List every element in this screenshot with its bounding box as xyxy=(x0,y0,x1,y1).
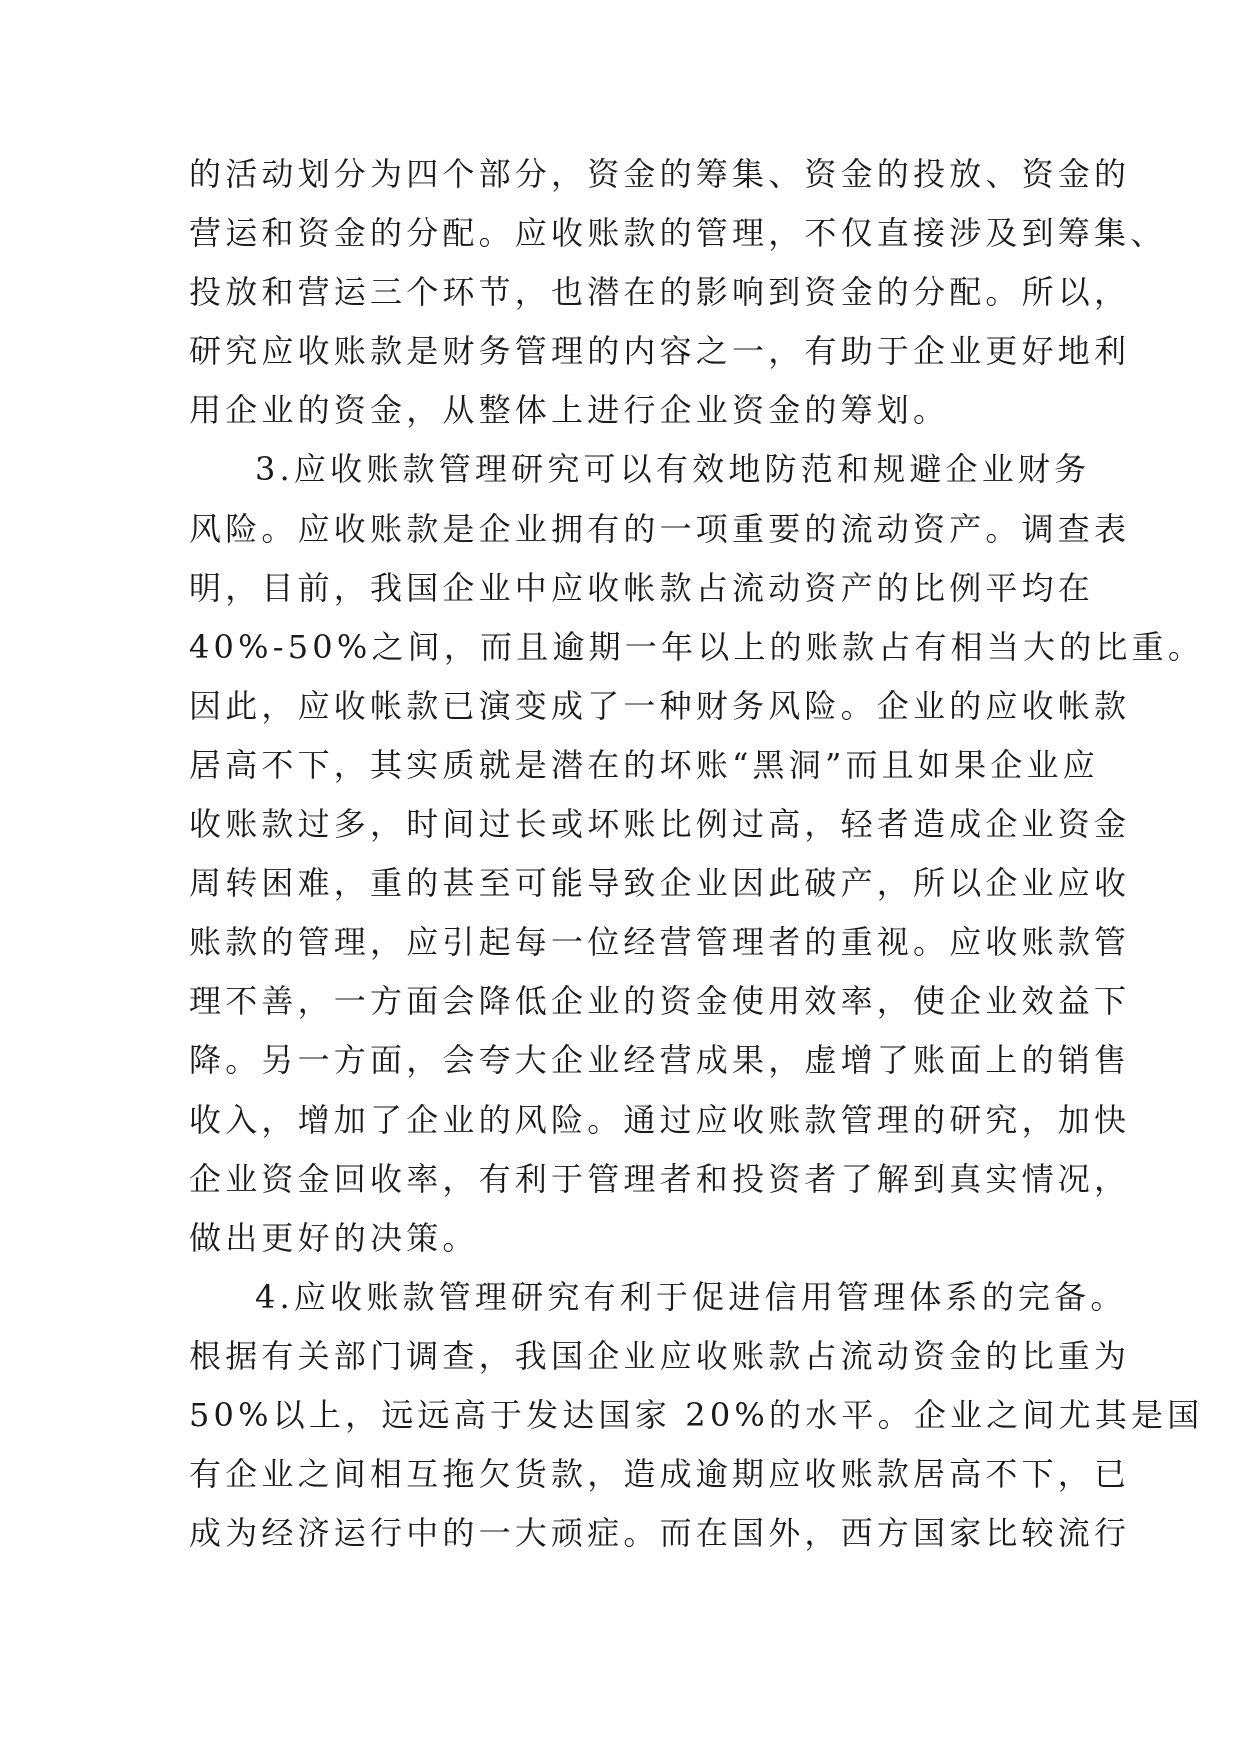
text-line: 收账款过多，时间过长或坏账比例过高，轻者造成企业资金 xyxy=(189,805,1131,844)
body-text xyxy=(189,154,1205,1572)
text-line: 根据有关部门调查，我国企业应收账款占流动资金的比重为 xyxy=(189,1336,1131,1375)
text-line: 降。另一方面，会夸大企业经营成果，虚增了账面上的销售 xyxy=(189,1041,1131,1080)
paragraph-start-line: 3.应收账款管理研究可以有效地防范和规避企业财务 xyxy=(255,450,1091,489)
text-line: 居高不下，其实质就是潜在的坏账“黑洞”而且如果企业应 xyxy=(189,745,1099,784)
text-line: 理不善，一方面会降低企业的资金使用效率，使企业效益下 xyxy=(189,982,1131,1021)
text-line: 企业资金回收率，有利于管理者和投资者了解到真实情况， xyxy=(189,1159,1131,1198)
text-line: 账款的管理，应引起每一位经营管理者的重视。应收账款管 xyxy=(189,923,1131,962)
text-line: 投放和营运三个环节，也潜在的影响到资金的分配。所以， xyxy=(189,273,1131,312)
text-line: 的活动划分为四个部分，资金的筹集、资金的投放、资金的 xyxy=(189,155,1131,193)
text-line: 明，目前，我国企业中应收帐款占流动资产的比例平均在 xyxy=(189,568,1095,607)
text-line: 成为经济运行中的一大顽症。而在国外，西方国家比较流行 xyxy=(189,1514,1131,1553)
text-line: 研究应收账款是财务管理的内容之一，有助于企业更好地利 xyxy=(189,332,1131,371)
text-line: 营运和资金的分配。应收账款的管理，不仅直接涉及到筹集、 xyxy=(189,214,1167,253)
text-line: 40%-50%之间，而且逾期一年以上的账款占有相当大的比重。 xyxy=(189,627,1205,666)
text-line: 有企业之间相互拖欠货款，造成逾期应收账款居高不下，已 xyxy=(189,1455,1131,1494)
text-line: 因此，应收帐款已演变成了一种财务风险。企业的应收帐款 xyxy=(189,686,1131,725)
text-line: 周转困难，重的甚至可能导致企业因此破产，所以企业应收 xyxy=(189,864,1131,903)
text-line: 收入，增加了企业的风险。通过应收账款管理的研究，加快 xyxy=(189,1100,1131,1139)
paragraph-start-line: 4.应收账款管理研究有利于促进信用管理体系的完备。 xyxy=(255,1277,1127,1316)
text-line: 风险。应收账款是企业拥有的一项重要的流动资产。调查表 xyxy=(189,509,1131,548)
text-line: 用企业的资金，从整体上进行企业资金的筹划。 xyxy=(189,391,950,430)
text-line: 50%以上，远远高于发达国家 20%的水平。企业之间尤其是国 xyxy=(189,1395,1204,1434)
text-line: 做出更好的决策。 xyxy=(189,1218,479,1257)
